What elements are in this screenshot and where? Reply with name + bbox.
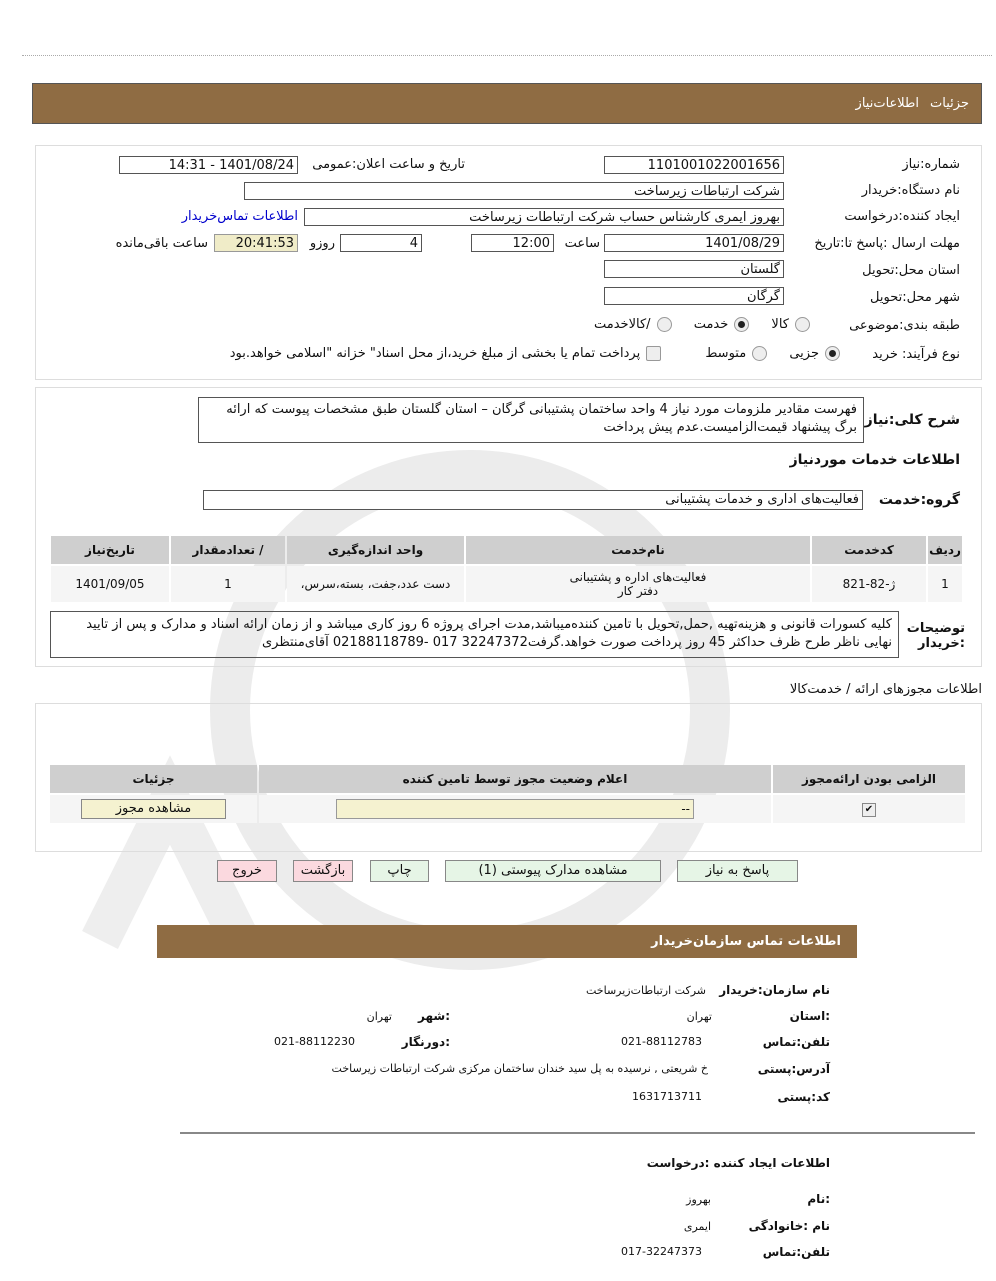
need-info-panel: [35, 145, 982, 380]
view-permit-button[interactable]: مشاهده مجوز: [81, 799, 226, 819]
province-label: :استان: [789, 1009, 830, 1023]
radio-service[interactable]: [734, 317, 749, 332]
radio-goods-service[interactable]: [657, 317, 672, 332]
category-radio-group: [594, 317, 816, 332]
creator-field: بهروز ایمری کارشناس حساب شرکت ارتباطات زیرساخت: [304, 208, 784, 226]
org-label: نام سازمان:خریدار: [719, 983, 830, 997]
days-label: روزو: [309, 236, 335, 251]
province-field: گلستان: [604, 260, 784, 278]
cell-row: 1: [928, 566, 962, 602]
process-label: نوع فرآیند: خرید: [872, 347, 960, 362]
announce-label: تاریخ و ساعت اعلان:عمومی: [312, 157, 465, 172]
buyer-field: شرکت ارتباطات زیرساخت: [244, 182, 784, 200]
status-field: --: [336, 799, 694, 819]
desc-label: شرح کلی:نیاز: [864, 412, 960, 428]
contact-divider: [180, 1132, 975, 1134]
attachments-button[interactable]: مشاهده مدارک پیوستی (1): [445, 860, 661, 882]
notes-text: کلیه کسورات قانونی و هزینه‌تهیه ,حمل,تحویل با تامین کننده‌میباشد,مدت اجرای پروژه 6 روز کاری میباشد و از زمان ارائه اسناد و مدارک و پس از تایید نهایی ناظر طرح ظرف حداکثر 45 روز پرداخت صورت خواهد.گرفت32247372 017 -02188118789 آقای‌منتظری: [50, 611, 899, 658]
cell-code: ژ-82-821: [812, 566, 926, 602]
address-label: آدرس:پستی: [757, 1062, 830, 1076]
category-label: طبقه بندی:موضوعی: [849, 318, 960, 333]
services-title: اطلاعات خدمات موردنیاز: [789, 452, 960, 468]
permits-title: اطلاعات مجوزهای ارائه / خدمت‌کالا: [789, 682, 982, 697]
group-label: گروه:خدمت: [878, 492, 960, 508]
col-code: کدخدمت: [812, 536, 926, 564]
city-field: گرگان: [604, 287, 784, 305]
tab-details[interactable]: جزئیات: [930, 96, 969, 111]
top-divider: [22, 55, 992, 56]
cell-status: [259, 795, 771, 823]
phone-label: تلفن:تماس: [762, 1035, 830, 1049]
deadline-time-field: 12:00: [471, 234, 554, 252]
cell-date: 1401/09/05: [51, 566, 169, 602]
radio-small[interactable]: [825, 346, 840, 361]
postal-value: 1631713711: [632, 1090, 702, 1103]
deadline-date-field: 1401/08/29: [604, 234, 784, 252]
exit-button[interactable]: خروج: [217, 860, 277, 882]
group-field: فعالیت‌های اداری و خدمات پشتیبانی: [203, 490, 863, 510]
province-value: تهران: [686, 1010, 712, 1023]
city-label: شهر محل:تحویل: [870, 290, 960, 305]
tab-need-info[interactable]: اطلاعات‌نیاز: [855, 96, 919, 111]
phone-value: 021-88112783: [621, 1035, 702, 1048]
name-label: :نام: [807, 1192, 830, 1206]
payment-checkbox[interactable]: [646, 346, 661, 361]
reply-button[interactable]: پاسخ به نیاز: [677, 860, 798, 882]
contact-title: اطلاعات تماس سازمان‌خریدار: [651, 934, 841, 949]
contact-header: [157, 925, 857, 958]
table-row: [51, 566, 962, 602]
col-row: ردیف: [928, 536, 962, 564]
remaining-label: ساعت باقی‌مانده: [115, 236, 208, 251]
notes-label: توضیحات :خریدار: [906, 621, 965, 651]
name-value: بهروز: [686, 1193, 711, 1206]
radio-service-label: خدمت: [693, 317, 729, 332]
creator-phone-value: 017-32247373: [621, 1245, 702, 1258]
col-status: اعلام وضعیت مجوز توسط تامین کننده: [259, 765, 771, 793]
remaining-timer: 20:41:53: [214, 234, 298, 252]
process-radio-group: [230, 346, 846, 361]
header-bar: [32, 83, 982, 124]
permits-table: [48, 763, 967, 825]
time-label: ساعت: [564, 236, 600, 251]
buyer-label: نام دستگاه:خریدار: [861, 183, 960, 198]
col-unit: واحد اندازه‌گیری: [287, 536, 464, 564]
print-button[interactable]: چاپ: [370, 860, 429, 882]
radio-medium[interactable]: [752, 346, 767, 361]
col-date: تاریخ‌نیاز: [51, 536, 169, 564]
table-row: [50, 795, 965, 823]
col-qty: / تعدادمقدار: [171, 536, 285, 564]
col-name: نام‌خدمت: [466, 536, 810, 564]
fax-label: :دورنگار: [401, 1035, 450, 1049]
creator-phone-label: تلفن:تماس: [762, 1245, 830, 1259]
col-details: جزئیات: [50, 765, 257, 793]
cell-required: [773, 795, 965, 823]
radio-goods-service-label: /کالاخدمت: [594, 317, 651, 332]
desc-text: فهرست مقادیر ملزومات مورد نیاز 4 واحد ساختمان پشتیبانی گرگان – استان گلستان طبق مشخصات پیوست که ارائه برگ پیشنهاد قیمت‌الزامیست.عدم پیش پرداخت: [198, 397, 864, 443]
buyer-contact-link[interactable]: اطلاعات تماس‌خریدار: [181, 209, 298, 224]
cell-qty: 1: [171, 566, 285, 602]
city-label: :شهر: [418, 1009, 450, 1023]
radio-goods[interactable]: [795, 317, 810, 332]
cell-unit: دست عدد،جفت، بسته،سرس،: [287, 566, 464, 602]
family-label: نام :خانوادگی: [748, 1219, 830, 1233]
need-number-field: 1101001022001656: [604, 156, 784, 174]
radio-goods-label: کالا: [771, 317, 789, 332]
family-value: ایمری: [683, 1220, 711, 1233]
city-value: تهران: [366, 1010, 392, 1023]
address-value: خ شریعتی , نرسیده به پل سید خندان ساختمان مرکزی شرکت ارتباطات زیرساخت: [331, 1062, 708, 1075]
radio-small-label: جزیی: [789, 346, 819, 361]
radio-medium-label: متوسط: [705, 346, 747, 361]
cell-name: فعالیت‌های اداره و پشتیبانی دفتر کار: [466, 566, 810, 602]
required-checkbox[interactable]: ✔: [862, 803, 876, 817]
deadline-label: مهلت ارسال :پاسخ تا:تاریخ: [814, 236, 960, 251]
days-field: 4: [340, 234, 422, 252]
province-label: استان محل:تحویل: [862, 263, 960, 278]
postal-label: کد:پستی: [777, 1090, 830, 1104]
need-number-label: شماره:نیاز: [902, 157, 960, 172]
org-value: شرکت ارتباطات‌زیرساخت: [586, 984, 706, 997]
announce-field: 1401/08/24 - 14:31: [119, 156, 298, 174]
services-table: [49, 534, 964, 604]
payment-note: پرداخت تمام یا بخشی از مبلغ خرید،از محل اسناد" خزانه "اسلامی خواهد.بود: [229, 346, 641, 361]
back-button[interactable]: بازگشت: [293, 860, 353, 882]
creator-title: اطلاعات ایجاد کننده :درخواست: [646, 1156, 830, 1170]
creator-label: ایجاد کننده:درخواست: [844, 209, 960, 224]
fax-value: 021-88112230: [274, 1035, 355, 1048]
col-required: الزامی بودن ارائه‌مجوز: [773, 765, 965, 793]
cell-details: [50, 795, 257, 823]
